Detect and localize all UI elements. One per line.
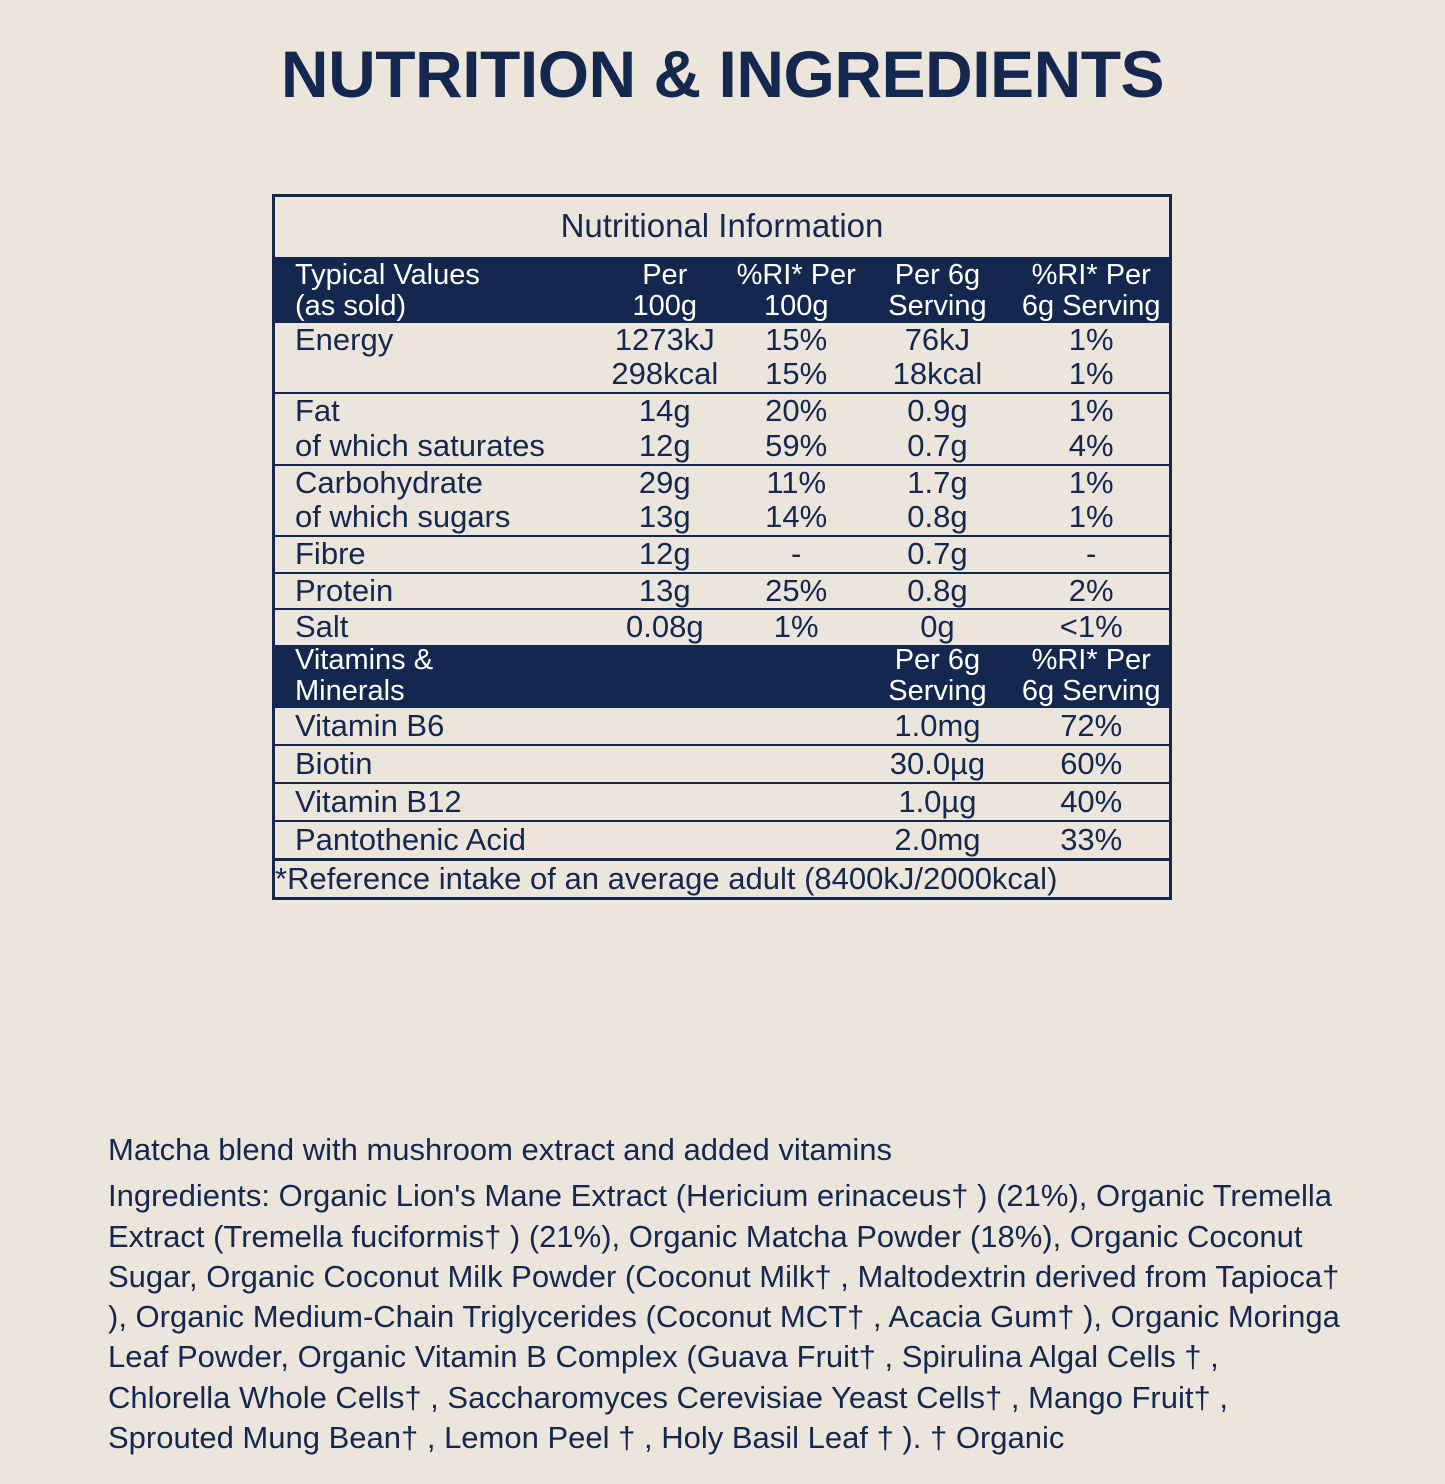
row-label: Fat of which saturates (275, 393, 599, 464)
header-ri-per-100g: %RI* Per 100g (731, 260, 862, 323)
row-blank-1 (599, 783, 731, 821)
row-per-6g: 76kJ 18kcal (892, 321, 983, 392)
row-ri-100g: - (731, 536, 862, 573)
table-caption: Nutritional Information (275, 197, 1169, 260)
header-vm-ri-6g: %RI* Per 6g Serving (1013, 645, 1169, 708)
row-blank-1 (599, 821, 731, 860)
table-row (275, 465, 1169, 536)
table-header-row (275, 260, 1169, 323)
row-ri-6g: 72% (1060, 707, 1123, 743)
table-row (275, 609, 1169, 645)
table-row (275, 536, 1169, 573)
row-label: Energy (295, 321, 394, 357)
page-title: NUTRITION & INGREDIENTS (280, 37, 1165, 111)
row-ri-100g: 11% 14% (731, 465, 862, 536)
row-blank-2 (731, 708, 862, 745)
row-label: Vitamin B6 (295, 707, 445, 743)
row-ri-6g: 1% 4% (1013, 393, 1169, 464)
row-per-6g: 30.0µg (861, 745, 1013, 783)
header-vm-per-6g: Per 6g Serving (861, 645, 1013, 708)
reference-intake-note: *Reference intake of an average adult (8400kJ/2000kcal) (275, 859, 1169, 897)
row-blank-1 (599, 708, 731, 745)
row-label: Fibre (275, 536, 599, 573)
ingredients-label: Ingredients: (108, 1178, 270, 1214)
row-ri-6g: 40% (1013, 783, 1169, 821)
header-vm-blank-1 (599, 645, 731, 708)
row-per-100g: 0.08g (599, 609, 731, 645)
ingredients-list: Organic Lion's Mane Extract (Hericium erinaceus† ) (21%), Organic Tremella Extract (Tremella fuciformis† ) (21%), Organic Matcha Powder (18%), Organic Coconut Sugar, Organic Coconut Milk Powder (Coconut Milk† , Maltodextrin derived from Tapioca† ), Organic Medium-Chain Triglycerides (Coconut MCT† , Acacia Gum† ), Organic Moringa Leaf Powder, Organic Vitamin B Complex (Guava Fruit† , Spirulina Algal Cells † , Chlorella Whole Cells† , Saccharomyces Cerevisiae Yeast Cells† , Mango Fruit† , Sprouted Mung Bean† , Lemon Peel † , Holy Basil Leaf † ). † Organic (108, 1178, 1340, 1456)
row-ri-100g: 1% (731, 609, 862, 645)
table-row (275, 708, 1169, 745)
header-per-100g: Per 100g (599, 260, 731, 323)
row-ri-6g: - (1013, 536, 1169, 573)
nutrition-panel (0, 38, 1445, 1484)
table-row (275, 821, 1169, 860)
table-row (275, 323, 1169, 393)
row-per-6g: 0.7g (861, 536, 1013, 573)
row-per-100g: 29g 13g (599, 465, 731, 536)
nutrition-table (272, 194, 1172, 900)
row-blank-2 (731, 821, 862, 860)
row-ri-6g: 60% (1013, 745, 1169, 783)
ingredients-text (108, 1176, 1343, 1458)
row-label: Biotin (275, 745, 599, 783)
header-ri-per-6g-serving: %RI* Per 6g Serving (1013, 260, 1169, 323)
row-per-6g: 1.0µg (861, 783, 1013, 821)
row-per-100g: 13g (599, 573, 731, 610)
row-label: Salt (275, 609, 599, 645)
row-ri-6g: <1% (1013, 609, 1169, 645)
row-label: Carbohydrate of which sugars (275, 465, 599, 536)
vitamins-minerals-header-row (275, 645, 1169, 708)
row-ri-100g: 20% 59% (731, 393, 862, 464)
row-per-6g: 0.9g 0.7g (861, 393, 1013, 464)
header-vm-blank-2 (731, 645, 862, 708)
row-per-6g: 1.7g 0.8g (861, 465, 1013, 536)
row-per-100g: 1273kJ 298kcal (611, 321, 719, 392)
row-per-6g: 0.8g (861, 573, 1013, 610)
row-per-100g: 12g (599, 536, 731, 573)
row-label: Protein (275, 573, 599, 610)
header-typical-values: Typical Values (as sold) (275, 260, 599, 323)
row-ri-6g: 2% (1013, 573, 1169, 610)
row-per-6g: 2.0mg (861, 821, 1013, 860)
row-blank-1 (599, 745, 731, 783)
product-description: Matcha blend with mushroom extract and added vitamins (108, 1132, 893, 1167)
row-ri-6g: 1% 1% (1068, 321, 1114, 392)
row-blank-2 (731, 745, 862, 783)
row-label: Vitamin B12 (275, 783, 599, 821)
table-row (275, 393, 1169, 464)
header-per-6g-serving: Per 6g Serving (861, 260, 1013, 323)
row-per-100g: 14g 12g (599, 393, 731, 464)
row-per-6g: 1.0mg (894, 707, 981, 743)
table-row (275, 783, 1169, 821)
row-ri-6g: 33% (1013, 821, 1169, 860)
header-vitamins-minerals: Vitamins & Minerals (275, 645, 599, 708)
table-row (275, 745, 1169, 783)
table-footnote-row (275, 859, 1169, 897)
row-per-6g: 0g (861, 609, 1013, 645)
row-ri-100g: 25% (731, 573, 862, 610)
row-blank-2 (731, 783, 862, 821)
table-row (275, 573, 1169, 610)
row-ri-100g: 15% 15% (765, 321, 828, 392)
ingredients-block (108, 1130, 1343, 1458)
row-label: Pantothenic Acid (275, 821, 599, 860)
row-ri-6g: 1% 1% (1013, 465, 1169, 536)
